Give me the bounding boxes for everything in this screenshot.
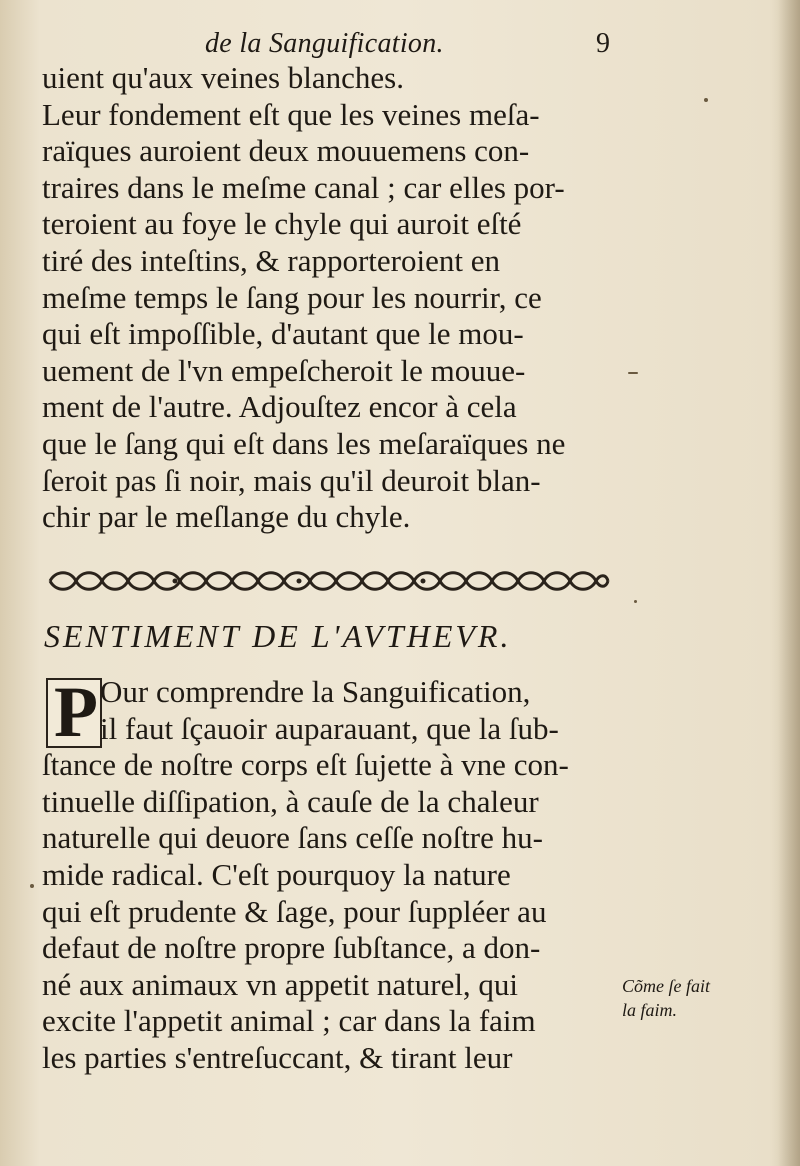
text-line: meſme temps le ſang pour les nourrir, ce <box>42 279 542 315</box>
section-heading: SENTIMENT DE L'AVTHEVR. <box>44 618 512 654</box>
text-line: ſtance de noſtre corps eſt ſujette à vne con- <box>42 747 569 783</box>
text-line: excite l'appetit animal ; car dans la faim <box>42 1003 536 1039</box>
text-line: ment de l'autre. Adjouſtez encor à cela <box>42 389 517 425</box>
text-line: defaut de noſtre propre ſubſtance, a don- <box>42 930 541 966</box>
margin-note-line: la faim. <box>622 1000 678 1020</box>
text-line: uient qu'aux veines blanches. <box>42 60 404 95</box>
text-line: uement de l'vn empeſcheroit le mouue- <box>42 352 526 388</box>
running-title: de la Sanguification. <box>205 28 444 59</box>
decorative-chain-ornament <box>46 568 612 594</box>
text-line: traires dans le meſme canal ; car elles por- <box>42 169 565 205</box>
text-line: Our comprendre la Sanguification, <box>100 674 531 709</box>
text-line: mide radical. C'eſt pourquoy la nature <box>42 856 511 892</box>
margin-note <box>622 974 772 1022</box>
text-line: tiré des inteſtins, & rapporteroient en <box>42 242 500 278</box>
text-line: chir par le meſlange du chyle. <box>42 499 411 535</box>
text-line: qui eſt prudente & ſage, pour ſuppléer au <box>42 893 547 929</box>
text-line: ſeroit pas ſi noir, mais qu'il deuroit blan- <box>42 462 541 498</box>
paper-speck <box>704 98 708 102</box>
text-line: Leur fondement eſt que les veines meſa- <box>42 96 540 132</box>
paper-speck <box>634 600 637 603</box>
text-line: il faut ſçauoir auparauant, que la ſub- <box>100 710 559 746</box>
text-line: que le ſang qui eſt dans les meſaraïques ne <box>42 425 566 461</box>
text-line: né aux animaux vn appetit naturel, qui <box>42 966 519 1002</box>
text-line: les parties s'entreſuccant, & tirant leur <box>42 1039 513 1075</box>
paragraph-1 <box>42 60 614 536</box>
dropcap-letter: P <box>54 672 98 752</box>
text-line: teroient au foye le chyle qui auroit eſté <box>42 206 522 242</box>
margin-note-line: Cõme ſe fait <box>622 976 710 996</box>
text-line: naturelle qui deuore ſans ceſſe noſtre hu- <box>42 820 543 856</box>
paragraph-2 <box>42 674 614 1077</box>
paper-speck <box>628 372 638 374</box>
page-number: 9 <box>596 28 610 59</box>
text-line: tinuelle diſſipation, à cauſe de la chaleur <box>42 783 539 819</box>
text-line: qui eſt impoſſible, d'autant que le mou- <box>42 316 524 352</box>
paper-speck <box>30 884 34 888</box>
text-line: raïques auroient deux mouuemens con- <box>42 133 530 169</box>
page-edge-shadow <box>778 0 800 1166</box>
